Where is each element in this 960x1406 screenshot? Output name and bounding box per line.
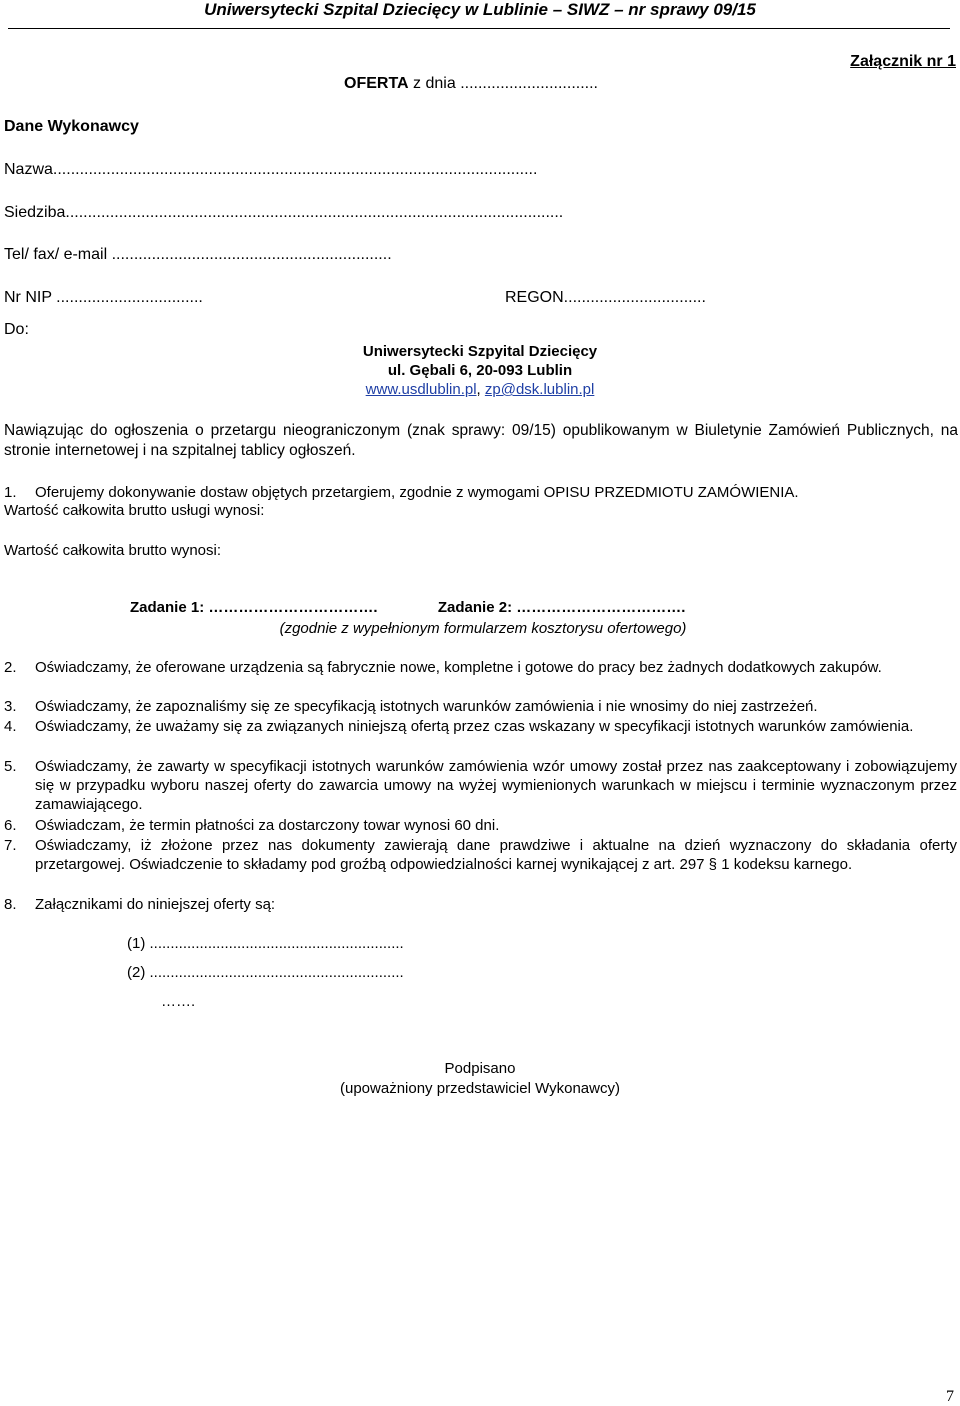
declaration-text: Oświadczamy, że zapoznaliśmy się ze specyfikacją istotnych warunków zamówienia i nie wnosimy do niej zastrzeżeń.: [35, 698, 818, 715]
offer-title: [344, 75, 598, 93]
declaration-text: Oświadczam, że termin płatności za dostarczony towar wynosi 60 dni.: [35, 817, 500, 834]
offer-date: z dnia ...............................: [413, 75, 598, 92]
declaration-number: 8.: [4, 896, 17, 913]
header-title: Uniwersytecki Szpital Dziecięcy w Lublinie – SIWZ – nr sprawy 09/15: [204, 0, 756, 19]
email-link[interactable]: zp@dsk.lublin.pl: [484, 381, 595, 398]
declaration-text: Oświadczamy, że oferowane urządzenia są fabrycznie nowe, kompletne i gotowe do pracy bez żadnych dodatkowych zakupów.: [35, 659, 882, 676]
header-divider: [8, 28, 950, 29]
declaration-number: 3.: [4, 698, 17, 715]
intro-paragraph: Nawiązując do ogłoszenia o przetargu nieograniczonym (znak sprawy: 09/15) opublikowanym w Biuletynie Zamówień Publicznych, na stronie internetowej i na szpitalnej tablicy ogłoszeń.: [4, 422, 958, 459]
contractor-contact-field: Tel/ fax/ e-mail ...............................................................: [4, 246, 392, 263]
declaration-text: Oświadczamy, że uważamy się za związanych niniejszą ofertą przez czas wskazany w specyfikacji istotnych warunków zamówienia.: [35, 718, 914, 735]
tasks-note: (zgodnie z wypełnionym formularzem kosztorysu ofertowego): [279, 620, 687, 637]
attachment-item: (2) .............................................................: [127, 964, 404, 981]
declaration-number: 2.: [4, 659, 17, 676]
declaration-number: 4.: [4, 718, 17, 735]
links-separator: ,: [476, 381, 485, 398]
point1-text: Oferujemy dokonywanie dostaw objętych przetargiem, zgodnie z wymogami OPISU PRZEDMIOTU ZAMÓWIENIA.: [35, 484, 799, 501]
contractor-heading: Dane Wykonawcy: [4, 118, 139, 135]
offer-title-bold: OFERTA: [344, 75, 409, 92]
tasks-row: [130, 599, 685, 617]
recipient-name: Uniwersytecki Szpyital Dziecięcy: [362, 343, 598, 360]
website-link[interactable]: www.usdlublin.pl: [365, 381, 477, 398]
attachment-more: …….: [161, 993, 196, 1010]
declaration-number: 7.: [4, 837, 17, 854]
task1-value: Zadanie 1: …………………………….: [130, 599, 378, 616]
contractor-seat-field: Siedziba................................................................................................................: [4, 204, 564, 221]
recipient-address: ul. Gębali 6, 20-093 Lublin: [387, 362, 573, 379]
recipient-links: [0, 381, 960, 399]
page-number: 7: [946, 1388, 954, 1405]
declaration-number: 5.: [4, 758, 17, 775]
signature-label: Podpisano: [444, 1060, 516, 1077]
attachment-item: (1) .............................................................: [127, 935, 404, 952]
contractor-name-field: Nazwa.............................................................................................................: [4, 161, 538, 178]
declaration-text: Oświadczamy, że zawarty w specyfikacji istotnych warunków zamówienia wzór umowy został przez nas zaakceptowany i zobowiązujemy się w przypadku wyboru naszej oferty do zawarcia umowy na wyżej wymienionych warunkach w miejscu i terminie wyznaczonym przez zamawiającego.: [35, 758, 957, 813]
contractor-nip-field: Nr NIP .................................: [4, 289, 203, 306]
task2-value: Zadanie 2: …………………………….: [437, 599, 686, 616]
value-service: Wartość całkowita brutto usługi wynosi:: [4, 502, 265, 519]
annex-label: Załącznik nr 1: [850, 53, 956, 70]
contractor-regon-field: REGON................................: [505, 289, 706, 306]
value-total: Wartość całkowita brutto wynosi:: [4, 542, 222, 559]
declaration-text: Oświadczamy, iż złożone przez nas dokumenty zawierają dane prawdziwe i aktualne na dzień wyznaczony do składania oferty przetargowej. Oświadczenie to składamy pod groźbą odpowiedzialności karnej wynikającej z art. 297 § 1 kodeksu karnego.: [35, 837, 957, 873]
signature-role: (upoważniony przedstawiciel Wykonawcy): [340, 1080, 620, 1097]
recipient-label: Do:: [4, 321, 29, 338]
point1-number: 1.: [4, 484, 17, 501]
declaration-text: Załącznikami do niniejszej oferty są:: [35, 896, 276, 913]
declaration-number: 6.: [4, 817, 17, 834]
